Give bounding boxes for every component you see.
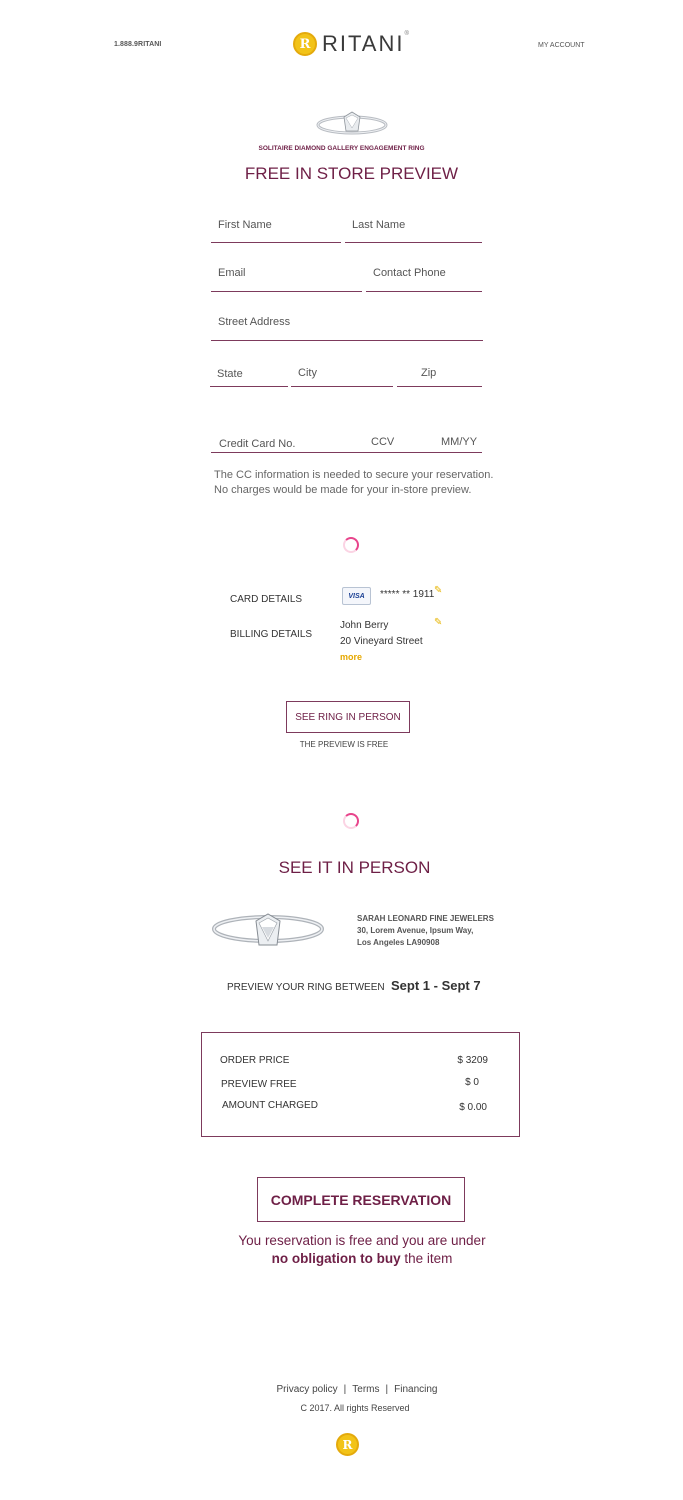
preview-free-note: THE PREVIEW IS FREE	[299, 740, 389, 749]
privacy-policy-link[interactable]: Privacy policy	[276, 1384, 338, 1395]
billing-street: 20 Vineyard Street	[340, 636, 423, 647]
complete-reservation-button[interactable]: COMPLETE RESERVATION	[257, 1177, 465, 1222]
footer-separator: |	[385, 1384, 389, 1395]
store-name: SARAH LEONARD FINE JEWELERS	[357, 914, 494, 923]
street-address-input[interactable]	[218, 316, 483, 328]
amount-charged-value: $ 0.00	[459, 1102, 487, 1113]
pencil-icon[interactable]: ✎	[434, 585, 443, 596]
zip-field[interactable]	[397, 367, 482, 387]
store-address-line1: 30, Lorem Avenue, Ipsum Way,	[357, 926, 474, 935]
first-name-input[interactable]	[218, 219, 341, 231]
preview-window-label: PREVIEW YOUR RING BETWEEN	[227, 982, 385, 993]
contact-phone-input[interactable]	[373, 267, 482, 279]
state-field[interactable]	[210, 368, 288, 387]
preview-free-label: PREVIEW FREE	[221, 1079, 297, 1090]
preview-free-value: $ 0	[465, 1077, 479, 1088]
obligation-note: You reservation is free and you are under no obligation to buy the item	[238, 1233, 486, 1266]
credit-card-input[interactable]	[211, 432, 371, 452]
cc-notice: The CC information is needed to secure your reservation. No charges would be made for your in-store preview.	[214, 469, 494, 496]
store-info	[357, 913, 494, 949]
ring-thumbnail-image	[315, 104, 389, 138]
ring-image	[210, 905, 326, 955]
expiry-input[interactable]	[441, 432, 482, 452]
card-details-label: CARD DETAILS	[230, 594, 303, 605]
contact-phone-field[interactable]	[366, 267, 482, 292]
brand-logo[interactable]	[293, 31, 411, 57]
city-field[interactable]	[291, 367, 393, 387]
city-input[interactable]	[298, 367, 393, 379]
card-number: ***** ** 1911	[380, 589, 435, 600]
financing-link[interactable]: Financing	[394, 1384, 438, 1395]
email-field[interactable]	[211, 267, 362, 292]
last-name-field[interactable]	[345, 219, 482, 243]
email-input[interactable]	[218, 267, 362, 279]
amount-charged-label: AMOUNT CHARGED	[222, 1100, 318, 1111]
footer-separator: |	[343, 1384, 347, 1395]
footer-links	[0, 1384, 683, 1395]
page-title: FREE IN STORE PREVIEW	[244, 164, 459, 183]
preview-dates: Sept 1 - Sept 7	[391, 978, 481, 993]
order-summary-box	[201, 1032, 520, 1137]
store-address-line2: Los Angeles LA90908	[357, 938, 440, 947]
phone-number-link[interactable]: 1.888.9RITANI	[114, 41, 162, 48]
ritani-logo-icon[interactable]: R	[336, 1433, 359, 1456]
billing-details-label: BILLING DETAILS	[230, 629, 313, 640]
ccv-input[interactable]	[371, 432, 441, 452]
pencil-icon[interactable]: ✎	[434, 617, 443, 628]
more-link[interactable]: more	[340, 652, 363, 662]
billing-name: John Berry	[340, 620, 389, 631]
ritani-logo-icon: R	[293, 32, 317, 56]
brand-name: RITANI®	[322, 31, 411, 56]
loading-spinner-icon	[343, 813, 359, 829]
my-account-link[interactable]: MY ACCOUNT	[538, 42, 585, 49]
order-price-label: ORDER PRICE	[220, 1055, 290, 1066]
terms-link[interactable]: Terms	[352, 1384, 380, 1395]
product-name: SOLITAIRE DIAMOND GALLERY ENGAGEMENT RING	[258, 145, 425, 152]
credit-card-row	[211, 432, 482, 453]
order-price-value: $ 3209	[457, 1055, 488, 1066]
zip-input[interactable]	[421, 367, 482, 379]
section-title: SEE IT IN PERSON	[278, 858, 431, 877]
state-input[interactable]	[217, 368, 288, 380]
visa-card-icon: VISA	[342, 587, 371, 605]
first-name-field[interactable]	[211, 219, 341, 243]
last-name-input[interactable]	[352, 219, 482, 231]
copyright: C 2017. All rights Reserved	[300, 1403, 410, 1413]
see-ring-in-person-button[interactable]: SEE RING IN PERSON	[286, 701, 410, 733]
street-address-field[interactable]	[211, 316, 483, 341]
loading-spinner-icon	[343, 537, 359, 553]
